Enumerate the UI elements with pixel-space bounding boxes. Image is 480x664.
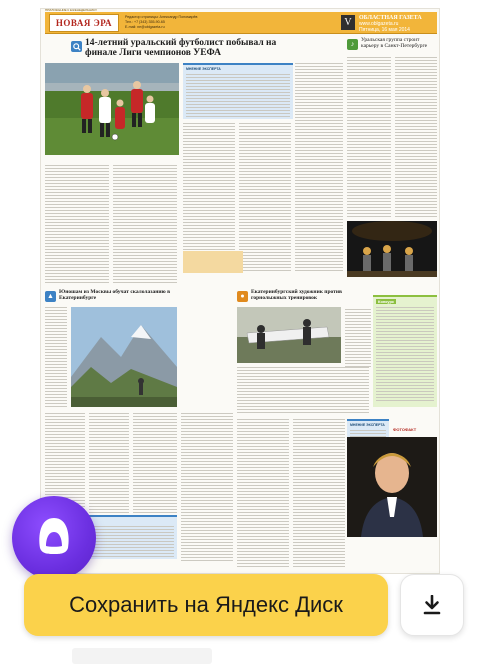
oblast-site: www.oblgazeta.ru [359,21,399,27]
article-text [345,309,371,369]
artist-photo [237,307,341,363]
email-line: E-mail: ne@oblgazeta.ru [125,25,165,29]
download-button[interactable] [400,574,464,636]
oblast-title: ОБЛАСТНАЯ ГАЗЕТА [359,15,422,21]
football-photo [45,63,179,155]
boy-portrait-photo [347,437,437,537]
search-icon [71,41,82,52]
article-text [347,57,391,217]
article-text [239,123,291,273]
concert-photo [347,221,437,277]
logo-caption: ПРИЛОЖЕНИЕ К ЕЖЕНЕДЕЛЬНИКУ [45,8,97,12]
newspaper-masthead [45,12,437,34]
masthead-oblast [359,15,439,33]
expert-box-label: МНЕНИЕ ЭКСПЕРТА [186,67,221,71]
article-text [133,413,177,523]
article-text [45,165,109,285]
contest-box-label: Конкурс [378,299,395,304]
contest-box [373,295,437,407]
article-text [395,57,437,217]
headline-mid-left: Юношам из Москвы обучат скалолазанию в Екатеринбурге [59,289,171,301]
masthead-letter: V [341,15,355,30]
phone-line: Тел.: +7 (343) 355-90-65 [125,20,165,24]
mountain-photo [71,307,177,407]
alice-assistant-button[interactable] [12,496,96,580]
newspaper-page [40,8,440,574]
bottom-strip [72,648,212,664]
photofact-label: ФОТОФАКТ [393,427,417,432]
article-text [89,413,129,523]
palette-icon: ● [237,291,248,302]
save-button-label: Сохранить на Яндекс Диск [69,592,343,617]
mountain-icon: ▲ [45,291,56,302]
article-text [237,367,369,413]
issue-date: Пятница, 16 мая 2014 [359,27,410,33]
inline-photo-small [183,251,243,273]
article-text [45,307,67,407]
article-text [295,63,343,273]
article-text [181,413,233,563]
headline-right: Уральская группа строит карьеру в Санкт-Петербурге [361,37,428,49]
article-text [237,419,289,569]
expert-box-top [183,63,293,119]
expert-box-label-2: МНЕНИЕ ЭКСПЕРТА [350,423,385,427]
headline-main: 14-летний уральский футболист побывал на финале Лиги чемпионов УЕФА [85,38,277,58]
editor-line: Редактор страницы: Александр Пономарёв [125,15,198,19]
alice-icon [34,514,74,558]
article-text [293,419,345,569]
download-icon [423,595,441,615]
save-to-yandex-disk-button[interactable] [24,574,388,636]
headline-mid-right: Екатеринбургский художник против горнолыжных тренировок [251,289,343,301]
music-icon: ♪ [347,39,358,50]
newspaper-logo: НОВАЯ ЭРА [49,14,119,32]
article-text [113,165,177,285]
masthead-editor-info [125,15,265,30]
